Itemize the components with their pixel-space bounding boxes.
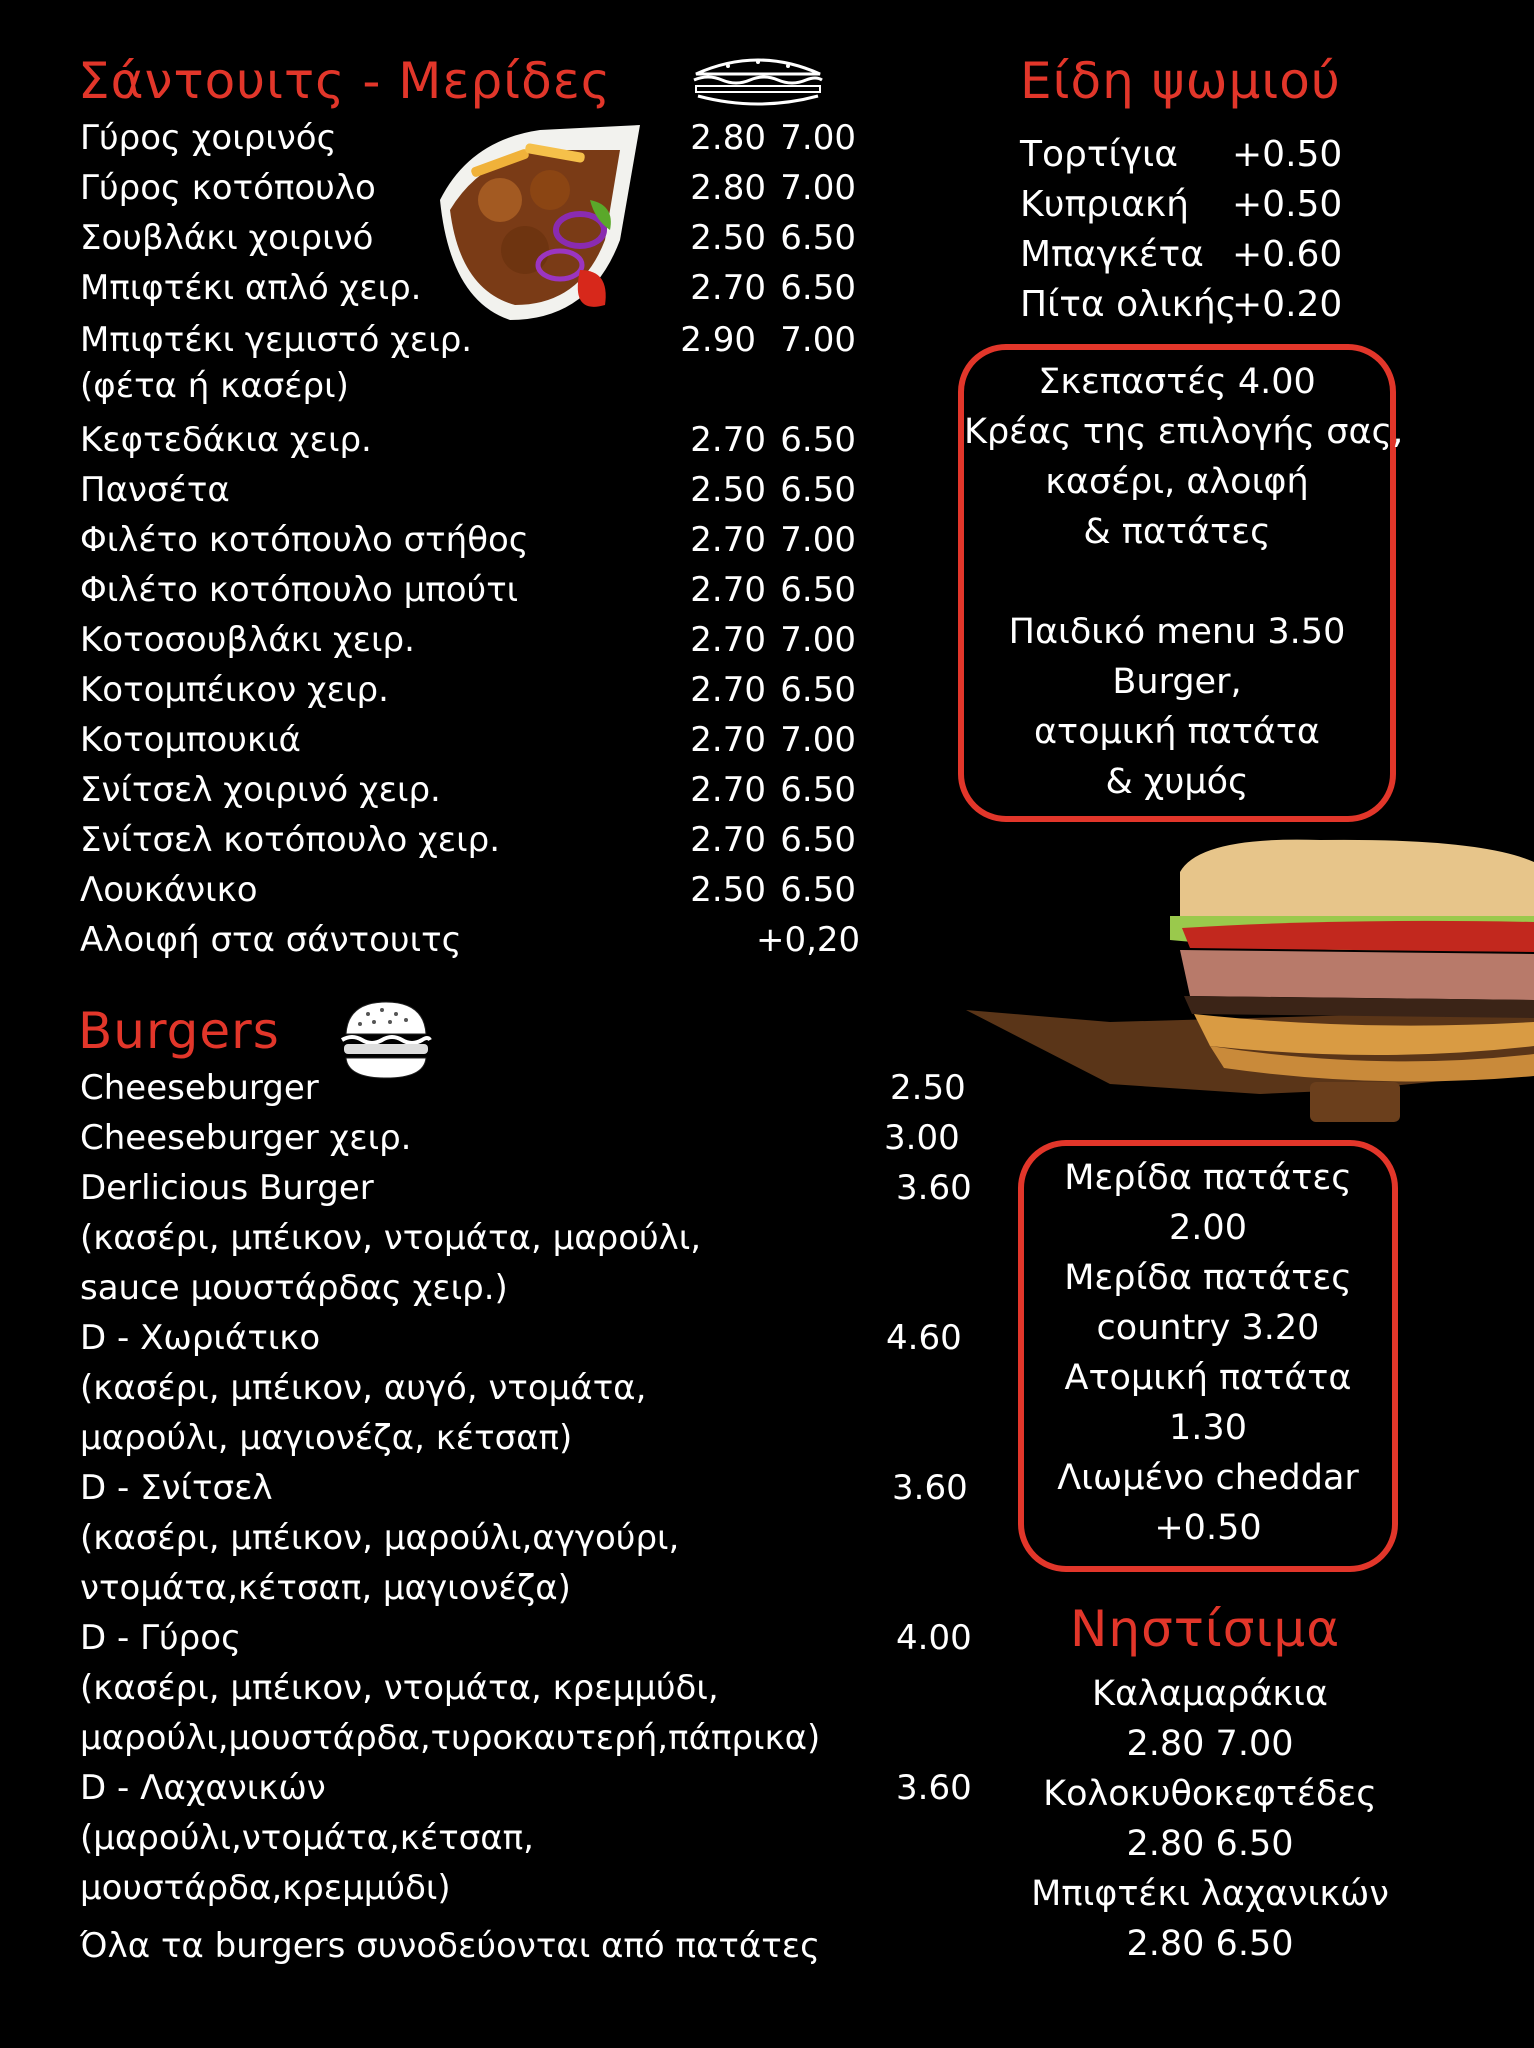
burger-description: (κασέρι, μπέικον, μαρούλι,αγγούρι, xyxy=(80,1518,680,1558)
price-portion: 6.50 xyxy=(780,820,856,860)
burger-price: 3.60 xyxy=(896,1168,972,1208)
specials-line: & πατάτες xyxy=(1083,512,1271,552)
price-portion: +0,20 xyxy=(756,920,861,960)
price-sandwich: 2.80 xyxy=(690,118,766,158)
bread-price: +0.60 xyxy=(1232,234,1343,275)
burger-price: 3.60 xyxy=(892,1468,968,1508)
bread-name: Πίτα ολικής xyxy=(1020,284,1237,325)
burger-description: ντομάτα,κέτσαπ, μαγιονέζα) xyxy=(80,1568,571,1608)
burger-description: (κασέρι, μπέικον, ντομάτα, κρεμμύδι, xyxy=(80,1668,719,1708)
bread-price: +0.20 xyxy=(1232,284,1343,325)
specials-line: Burger, xyxy=(1112,662,1242,702)
burger-name: Derlicious Burger xyxy=(80,1168,374,1208)
burger-name: D - Σνίτσελ xyxy=(80,1468,273,1508)
burger-description: (κασέρι, μπέικον, αυγό, ντομάτα, xyxy=(80,1368,647,1408)
price-sandwich: 2.70 xyxy=(690,268,766,308)
burger-name: D - Χωριάτικο xyxy=(80,1318,321,1358)
burger-name: Cheeseburger xyxy=(80,1068,319,1108)
price-sandwich: 2.70 xyxy=(690,420,766,460)
burger-description: (μαρούλι,ντομάτα,κέτσαπ, xyxy=(80,1818,534,1858)
price-sandwich: 2.70 xyxy=(690,770,766,810)
price-portion: 6.50 xyxy=(780,570,856,610)
price-sandwich: 2.70 xyxy=(690,820,766,860)
price-portion: 7.00 xyxy=(780,720,856,760)
price-sandwich: 2.70 xyxy=(690,720,766,760)
price-sandwich: 2.90 xyxy=(680,320,756,360)
fries-line: Μερίδα πατάτες xyxy=(1064,1258,1352,1298)
burger-name: D - Λαχανικών xyxy=(80,1768,326,1808)
sandwich-name: Σουβλάκι χοιρινό xyxy=(80,218,374,258)
fasting-line: 2.80 7.00 xyxy=(1126,1724,1294,1764)
sandwich-name: Κοτομπουκιά xyxy=(80,720,301,760)
sandwich-note: (φέτα ή κασέρι) xyxy=(80,366,349,406)
price-sandwich: 2.50 xyxy=(690,870,766,910)
sandwich-icon xyxy=(688,52,828,108)
sandwich-name: Μπιφτέκι απλό χειρ. xyxy=(80,268,422,308)
burger-price: 3.00 xyxy=(884,1118,960,1158)
price-portion: 6.50 xyxy=(780,268,856,308)
price-sandwich: 2.80 xyxy=(690,168,766,208)
sandwich-name: Μπιφτέκι γεμιστό χειρ. xyxy=(80,320,473,360)
burger-price: 4.60 xyxy=(886,1318,962,1358)
burger-name: D - Γύρος xyxy=(80,1618,242,1658)
fasting-line: Καλαμαράκια xyxy=(1092,1674,1328,1714)
specials-line: & χυμός xyxy=(1105,762,1249,802)
fasting-line: Μπιφτέκι λαχανικών xyxy=(1031,1874,1389,1914)
sandwich-name: Κοτοσουβλάκι χειρ. xyxy=(80,620,415,660)
burgers-footer: Όλα τα burgers συνοδεύονται από πατάτες xyxy=(80,1926,821,1966)
burger-name: Cheeseburger χειρ. xyxy=(80,1118,412,1158)
price-portion: 6.50 xyxy=(780,770,856,810)
sandwich-name: Γύρος χοιρινός xyxy=(80,118,337,158)
sandwich-name: Φιλέτο κοτόπουλο μπούτι xyxy=(80,570,519,610)
fries-line: Μερίδα πατάτες xyxy=(1064,1158,1352,1198)
price-portion: 7.00 xyxy=(780,320,856,360)
fries-line: country 3.20 xyxy=(1096,1308,1320,1348)
burger-photo xyxy=(960,832,1534,1128)
specials-line: ατομική πατάτα xyxy=(1033,712,1321,752)
bread-price: +0.50 xyxy=(1232,134,1343,175)
burger-description: μαρούλι,μουστάρδα,τυροκαυτερή,πάπρικα) xyxy=(80,1718,821,1758)
specials-box xyxy=(958,344,1404,822)
sandwich-name: Σνίτσελ κοτόπουλο χειρ. xyxy=(80,820,501,860)
gyro-photo xyxy=(430,120,650,330)
sandwich-name: Φιλέτο κοτόπουλο στήθος xyxy=(80,520,529,560)
sandwich-name: Σνίτσελ χοιρινό χειρ. xyxy=(80,770,441,810)
specials-line: Σκεπαστές 4.00 xyxy=(1038,362,1316,402)
burgers-title: Burgers xyxy=(78,1002,280,1060)
bread-name: Μπαγκέτα xyxy=(1020,234,1204,275)
price-portion: 6.50 xyxy=(780,670,856,710)
burger-description: (κασέρι, μπέικον, ντομάτα, μαρούλι, xyxy=(80,1218,702,1258)
fasting-line: 2.80 6.50 xyxy=(1126,1824,1294,1864)
fasting-line: 2.80 6.50 xyxy=(1126,1924,1294,1964)
price-portion: 7.00 xyxy=(780,520,856,560)
sandwich-name: Λουκάνικο xyxy=(80,870,258,910)
specials-line: κασέρι, αλοιφή xyxy=(1045,462,1309,502)
fries-line: +0.50 xyxy=(1154,1508,1262,1548)
sandwiches-title: Σάντουιτς - Μερίδες xyxy=(78,52,612,110)
burger-price: 3.60 xyxy=(896,1768,972,1808)
bread-title: Είδη ψωμιού xyxy=(1020,52,1341,110)
price-sandwich: 2.70 xyxy=(690,520,766,560)
sandwich-name: Κοτομπέικον χειρ. xyxy=(80,670,389,710)
fries-line: 1.30 xyxy=(1169,1408,1247,1448)
specials-line: Κρέας της επιλογής σας, xyxy=(964,412,1404,452)
bread-name: Τορτίγια xyxy=(1020,134,1178,175)
price-portion: 7.00 xyxy=(780,118,856,158)
price-sandwich: 2.70 xyxy=(690,620,766,660)
price-portion: 7.00 xyxy=(780,168,856,208)
sandwich-name: Αλοιφή στα σάντουιτς xyxy=(80,920,462,960)
burger-icon xyxy=(338,998,434,1082)
burger-description: μουστάρδα,κρεμμύδι) xyxy=(80,1868,451,1908)
sandwich-name: Κεφτεδάκια χειρ. xyxy=(80,420,372,460)
burger-description: μαρούλι, μαγιονέζα, κέτσαπ) xyxy=(80,1418,573,1458)
fries-line: 2.00 xyxy=(1169,1208,1247,1248)
specials-line: Παιδικό menu 3.50 xyxy=(1008,612,1346,652)
fries-line: Ατομική πατάτα xyxy=(1064,1358,1352,1398)
fries-line: Λιωμένο cheddar xyxy=(1057,1458,1359,1498)
sandwich-name: Γύρος κοτόπουλο xyxy=(80,168,376,208)
bread-price: +0.50 xyxy=(1232,184,1343,225)
price-portion: 7.00 xyxy=(780,620,856,660)
price-portion: 6.50 xyxy=(780,870,856,910)
price-sandwich: 2.70 xyxy=(690,570,766,610)
fries-box xyxy=(1018,1140,1398,1572)
bread-name: Κυπριακή xyxy=(1020,184,1189,225)
burger-price: 4.00 xyxy=(896,1618,972,1658)
price-sandwich: 2.70 xyxy=(690,670,766,710)
fasting-title: Νηστίσιμα xyxy=(1070,1600,1341,1658)
burger-price: 2.50 xyxy=(890,1068,966,1108)
price-portion: 6.50 xyxy=(780,420,856,460)
burger-description: sauce μουστάρδας χειρ.) xyxy=(80,1268,508,1308)
price-portion: 6.50 xyxy=(780,470,856,510)
fasting-line: Κολοκυθοκεφτέδες xyxy=(1043,1774,1377,1814)
price-sandwich: 2.50 xyxy=(690,470,766,510)
price-portion: 6.50 xyxy=(780,218,856,258)
sandwich-name: Πανσέτα xyxy=(80,470,230,510)
price-sandwich: 2.50 xyxy=(690,218,766,258)
